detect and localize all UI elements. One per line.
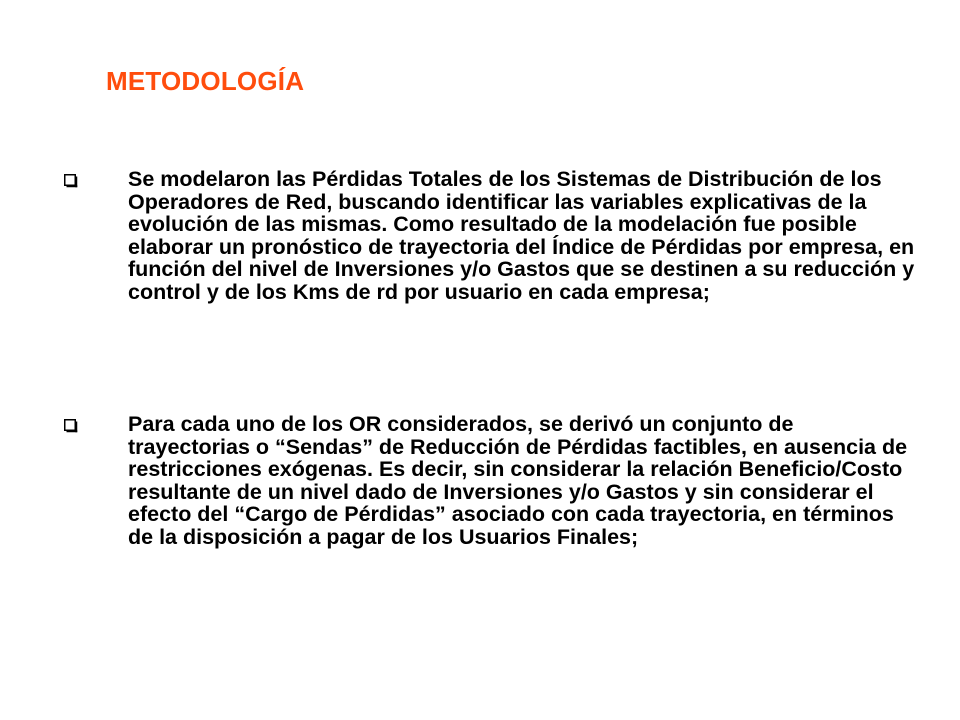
bullet-text: Se modelaron las Pérdidas Totales de los Sistemas de Distribución de los Operadores de Red, buscando identificar las variables explicativas de la evolución de las mismas. Como resultado de la modelación fue posible elaborar un pronóstico de trayectoria del Índice de Pérdidas por empresa, en función del nivel de Inversiones y/o Gastos que se destinen a su reducción y control y de los Kms de rd por usuario en cada empresa;: [128, 167, 915, 304]
checkbox-icon: [64, 174, 78, 188]
slide-title: METODOLOGÍA: [106, 66, 305, 96]
checkbox-icon: [64, 419, 78, 433]
bullet-text: Para cada uno de los OR considerados, se derivó un conjunto de trayectorias o “Sendas” de Reducción de Pérdidas factibles, en ausencia de restricciones exógenas. Es decir, sin considerar la relación Beneficio/Costo resultante de un nivel dado de Inversiones y/o Gastos y sin considerar el efecto del “Cargo de Pérdidas” asociado con cada trayectoria, en términos de la disposición a pagar de los Usuarios Finales;: [128, 412, 908, 549]
